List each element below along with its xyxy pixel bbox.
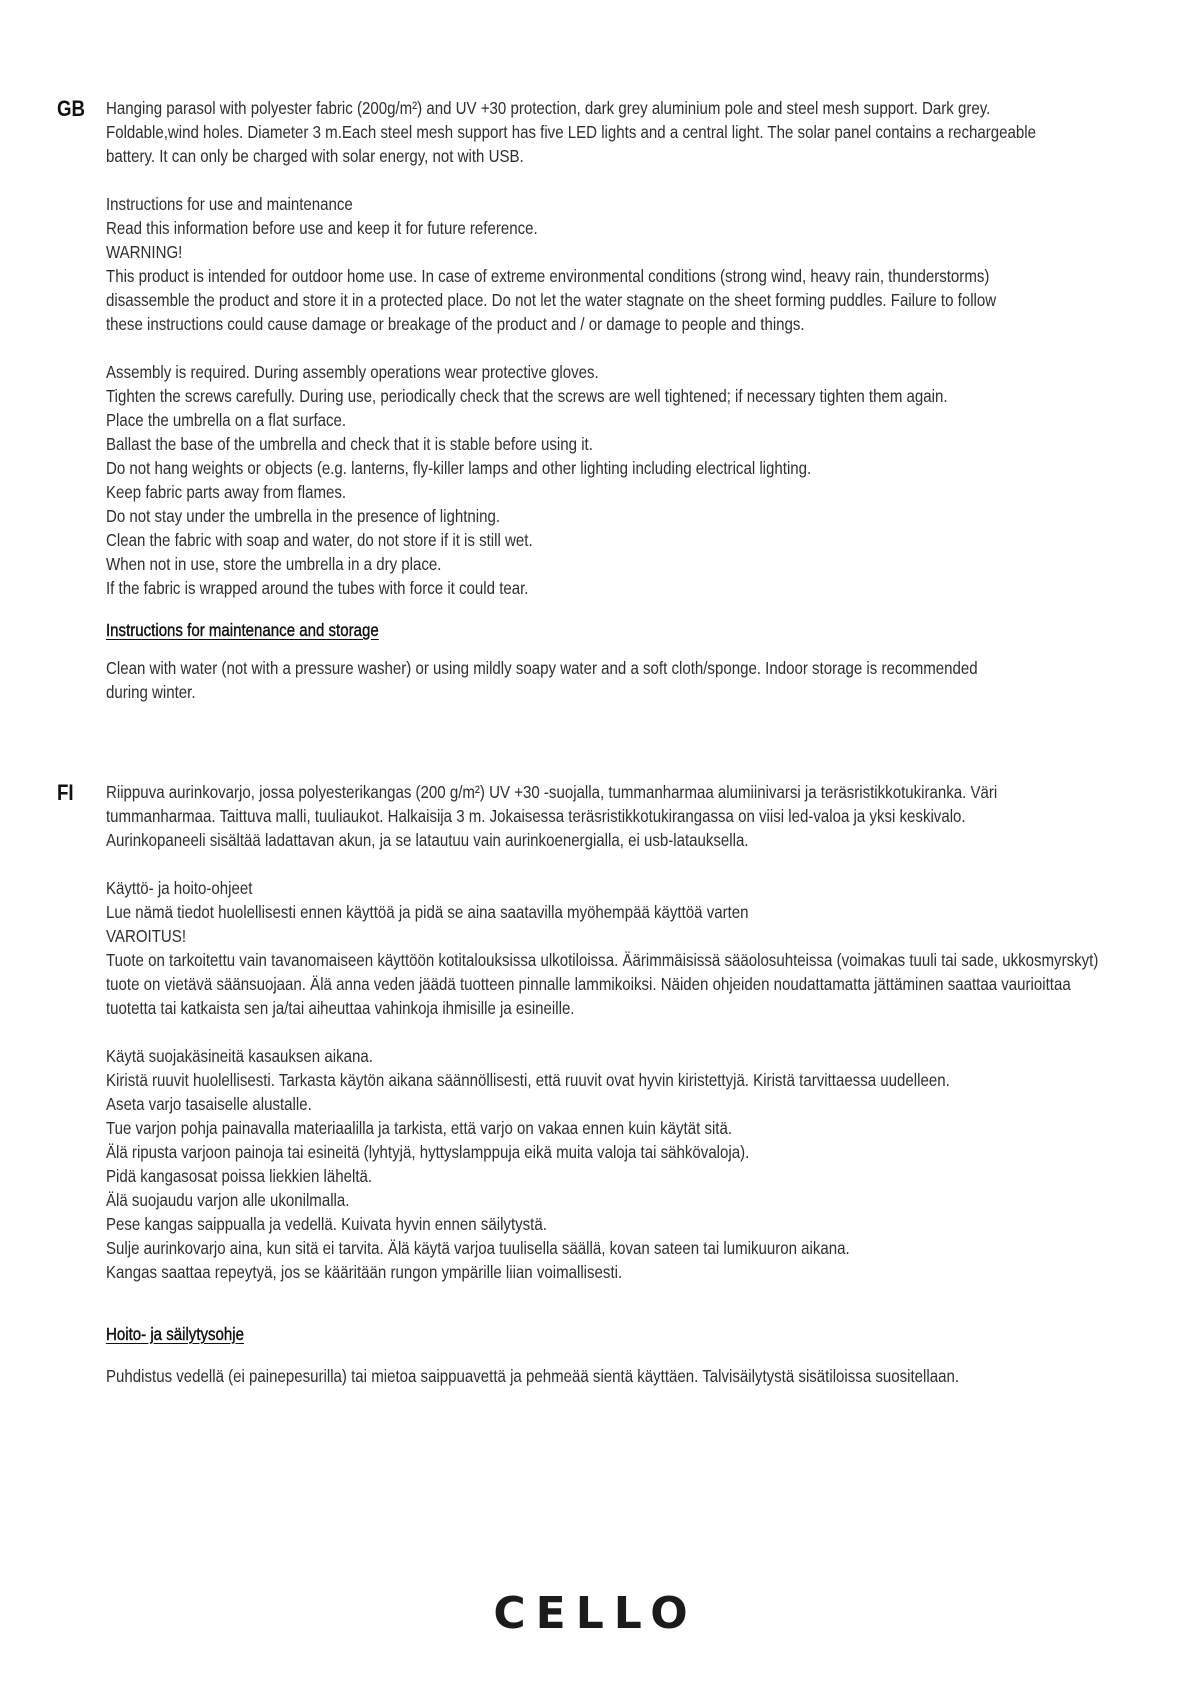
gb-maintenance-line: Clean with water (not with a pressure washer) or using mildly soapy water and a soft cloth/sponge. Indoor storage is recommended — [106, 658, 978, 678]
gb-intro-line: Foldable,wind holes. Diameter 3 m.Each steel mesh support has five LED lights and a central light. The solar panel contains a rechargeable — [106, 122, 1036, 142]
gb-instructions-line: these instructions could cause damage or breakage of the product and / or damage to people and things. — [106, 314, 805, 334]
fi-maintenance-heading: Hoito- ja säilytysohje — [106, 1324, 245, 1344]
gb-assembly-line: When not in use, store the umbrella in a dry place. — [106, 554, 442, 574]
gb-intro-line: battery. It can only be charged with solar energy, not with USB. — [106, 146, 524, 166]
fi-instructions-line: tuote on vietävä säänsuojaan. Älä anna veden jäädä tuotteen pinnalle lammikoiksi. Näiden ohjeiden noudattamatta jättäminen saattaa vaurioittaa — [106, 974, 1071, 994]
lang-code-gb: GB — [57, 96, 86, 121]
gb-instructions-line: WARNING! — [106, 242, 183, 262]
gb-assembly-line: Keep fabric parts away from flames. — [106, 482, 347, 502]
fi-intro-line: Aurinkopaneeli sisältää ladattavan akun, ja se latautuu vain aurinkoenergialla, ei usb-latauksella. — [106, 830, 749, 850]
gb-instructions-line: Instructions for use and maintenance — [106, 194, 353, 214]
fi-intro-line: Riippuva aurinkovarjo, jossa polyesterikangas (200 g/m²) UV +30 -suojalla, tummanharmaa alumiinivarsi ja teräsristikkotukiranka. Väri — [106, 782, 998, 802]
gb-instructions-line: Read this information before use and keep it for future reference. — [106, 218, 538, 238]
gb-assembly-line: Place the umbrella on a flat surface. — [106, 410, 347, 430]
fi-instructions-line: Käyttö- ja hoito-ohjeet — [106, 878, 253, 898]
fi-instructions-line: Tuote on tarkoitettu vain tavanomaiseen käyttöön kotitalouksissa ulkotiloissa. Äärimmäisissä sääolosuhteissa (voimakas tuuli tai sade, ukkosmyrskyt) — [106, 950, 1099, 970]
gb-assembly-line: Do not hang weights or objects (e.g. lanterns, fly-killer lamps and other lighting including electrical lighting. — [106, 458, 812, 478]
gb-assembly-line: Ballast the base of the umbrella and check that it is stable before using it. — [106, 434, 593, 454]
gb-assembly-line: Do not stay under the umbrella in the presence of lightning. — [106, 506, 501, 526]
gb-assembly-line: Clean the fabric with soap and water, do not store if it is still wet. — [106, 530, 533, 550]
fi-assembly-line: Älä ripusta varjoon painoja tai esineitä (lyhtyjä, hyttyslamppuja eikä muita valoja tai sähkövaloja). — [106, 1142, 750, 1162]
fi-assembly-line: Pidä kangasosat poissa liekkien läheltä. — [106, 1166, 373, 1186]
gb-assembly-line: If the fabric is wrapped around the tubes with force it could tear. — [106, 578, 529, 598]
fi-instructions-line: Lue nämä tiedot huolellisesti ennen käyttöä ja pidä se aina saatavilla myöhempää käyttöä varten — [106, 902, 749, 922]
fi-assembly-line: Kiristä ruuvit huolellisesti. Tarkasta käytön aikana säännöllisesti, että ruuvit ovat hyvin kiristettyjä. Kiristä tarvittaessa uudelleen. — [106, 1070, 950, 1090]
fi-instructions-line: VAROITUS! — [106, 926, 187, 946]
fi-assembly-line: Käytä suojakäsineitä kasauksen aikana. — [106, 1046, 373, 1066]
fi-assembly-line: Aseta varjo tasaiselle alustalle. — [106, 1094, 312, 1114]
fi-instructions-line: tuotetta tai katkaista sen ja/tai aiheuttaa vahinkoja ihmisille ja esineille. — [106, 998, 575, 1018]
gb-instructions-line: This product is intended for outdoor home use. In case of extreme environmental conditions (strong wind, heavy rain, thunderstorms) — [106, 266, 990, 286]
fi-assembly-line: Pese kangas saippualla ja vedellä. Kuivata hyvin ennen säilytystä. — [106, 1214, 547, 1234]
cello-logo: CELLO — [493, 1588, 698, 1639]
gb-instructions-line: disassemble the product and store it in a protected place. Do not let the water stagnate on the sheet forming puddles. Failure to follow — [106, 290, 997, 310]
fi-maintenance-line: Puhdistus vedellä (ei painepesurilla) tai mietoa saippuavettä ja pehmeää sientä käyttäen. Talvisäilytystä sisätiloissa suositellaan. — [106, 1366, 960, 1386]
gb-maintenance-heading: Instructions for maintenance and storage — [106, 620, 379, 640]
fi-assembly-line: Kangas saattaa repeytyä, jos se kääritään rungon ympärille liian voimallisesti. — [106, 1262, 623, 1282]
lang-code-fi: FI — [57, 780, 74, 805]
gb-intro-line: Hanging parasol with polyester fabric (200g/m²) and UV +30 protection, dark grey aluminium pole and steel mesh support. Dark grey. — [106, 98, 991, 118]
fi-intro-line: tummanharmaa. Taittuva malli, tuuliaukot. Halkaisija 3 m. Jokaisessa teräsristikkotukirangassa on viisi led-valoa ja yksi keskivalo. — [106, 806, 966, 826]
gb-assembly-line: Tighten the screws carefully. During use, periodically check that the screws are well tightened; if necessary tighten them again. — [106, 386, 948, 406]
fi-body — [106, 780, 1112, 1388]
fi-assembly-line: Sulje aurinkovarjo aina, kun sitä ei tarvita. Älä käytä varjoa tuulisella säällä, kovan sateen tai lumikuuron aikana. — [106, 1238, 850, 1258]
gb-maintenance-line: during winter. — [106, 682, 196, 702]
fi-assembly-line: Älä suojaudu varjon alle ukonilmalla. — [106, 1190, 350, 1210]
fi-assembly-line: Tue varjon pohja painavalla materiaalilla ja tarkista, että varjo on vakaa ennen kuin käytät sitä. — [106, 1118, 733, 1138]
gb-body — [106, 96, 1112, 704]
gb-assembly-line: Assembly is required. During assembly operations wear protective gloves. — [106, 362, 599, 382]
